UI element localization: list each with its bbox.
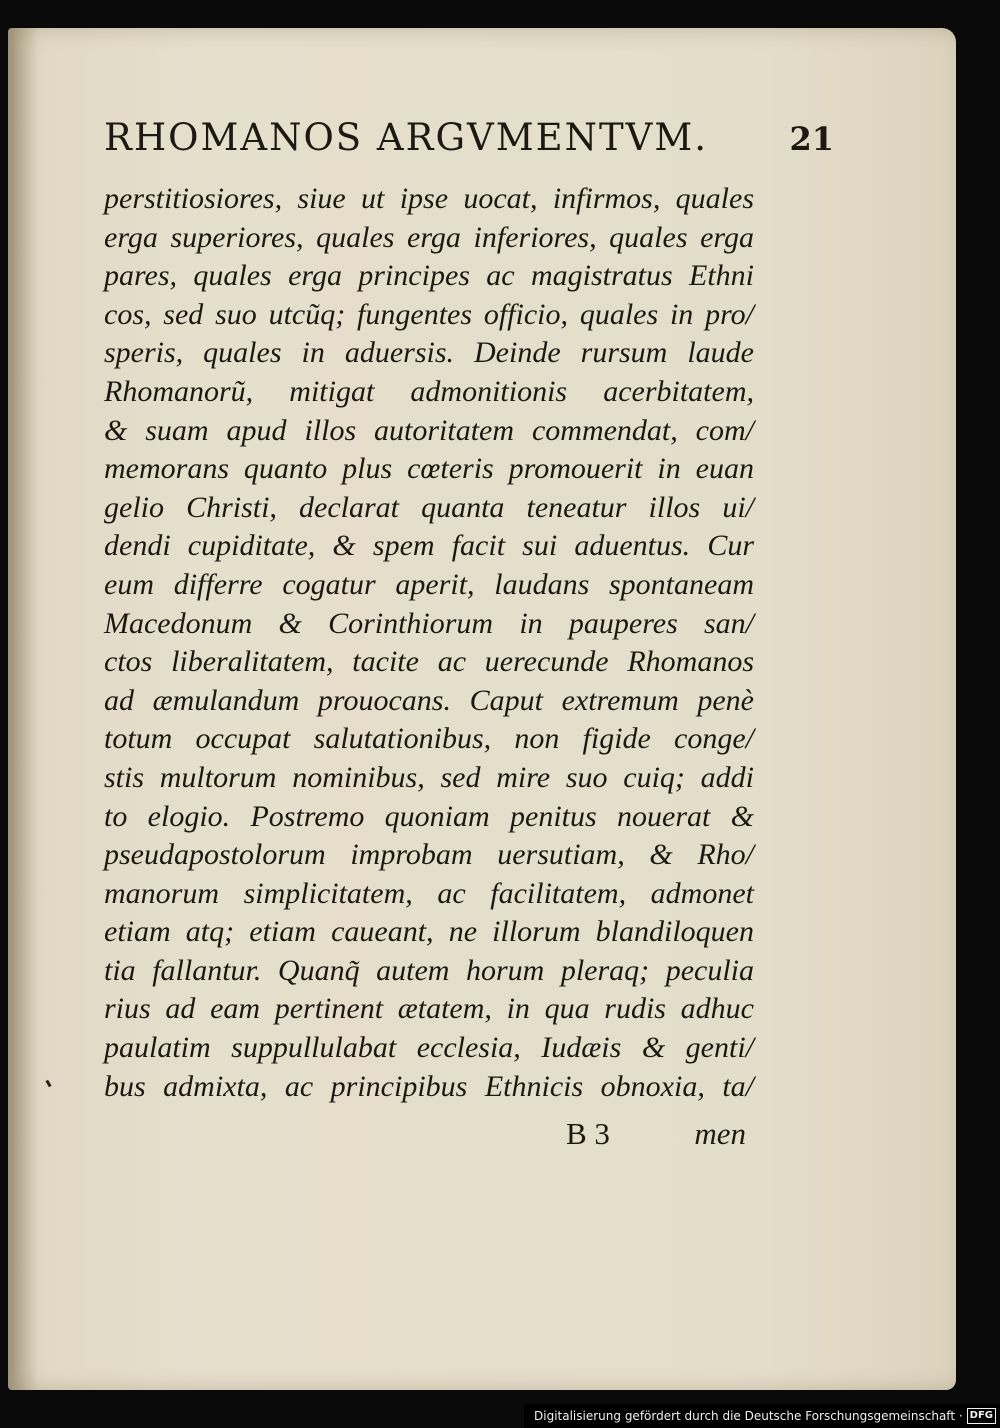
page-footer [566,1116,746,1152]
text-line: tia fallantur. Quanq̃ autem horum pleraq; peculia [104,953,754,987]
text-line: ctos liberalitatem, tacite ac uerecunde Rhomanos [104,645,754,679]
text-line: gelio Christi, declarat quanta teneatur illos ui/ [104,490,754,524]
text-line: pares, quales erga principes ac magistratus Ethni [104,259,754,293]
text-line: perstitiosiores, siue ut ipse uocat, infirmos, quales [104,182,754,215]
credit-text: Digitalisierung gefördert durch die Deutsche Forschungsgemeinschaft · [534,1409,963,1423]
text-line: to elogio. Postremo quoniam penitus nouerat & [104,799,754,833]
text-line: dendi cupiditate, & spem facit sui aduentus. Cur [104,529,754,563]
page-gutter-shadow [8,28,38,1390]
dfg-logo: DFG [967,1408,996,1424]
running-head-title: RHOMANOS ARGVMENTVM. [104,116,709,159]
text-line: totum occupat salutationibus, non figide conge/ [104,722,754,756]
catchword: men [694,1116,746,1151]
digitization-credit [524,1404,1000,1428]
text-line: erga superiores, quales erga inferiores, quales erga [104,220,754,254]
text-line: paulatim suppullulabat ecclesia, Iudæis & genti/ [104,1031,754,1065]
text-line: speris, quales in aduersis. Deinde rursum laude [104,336,754,370]
text-line: Rhomanorũ, mitigat admonitionis acerbitatem, [104,374,754,408]
text-line: bus admixta, ac principibus Ethnicis obnoxia, ta/ [104,1069,754,1103]
text-line: Macedonum & Corinthiorum in pauperes san/ [104,606,754,640]
signature-mark: B 3 [566,1116,610,1151]
text-line: memorans quanto plus cœteris promouerit in euan [104,452,754,486]
text-line: cos, sed suo utcũq; fungentes officio, quales in pro/ [104,297,754,331]
text-line: manorum simplicitatem, ac facilitatem, admonet [104,876,754,910]
text-line: rius ad eam pertinent ætatem, in qua rudis adhuc [104,992,754,1026]
text-line: & suam apud illos autoritatem commendat, com/ [104,413,754,447]
text-line: pseudapostolorum improbam uersutiam, & Rho/ [104,838,754,872]
text-line: stis multorum nominibus, sed mire suo cuiq; addi [104,760,754,794]
page-number: 21 [789,120,834,158]
text-line: ad æmulandum prouocans. Caput extremum penè [104,683,754,717]
body-text [104,180,754,1106]
text-line: etiam atq; etiam caueant, ne illorum blandiloquen [104,915,754,949]
text-line: eum differre cogatur aperit, laudans spontaneam [104,567,754,601]
running-head [104,116,834,159]
